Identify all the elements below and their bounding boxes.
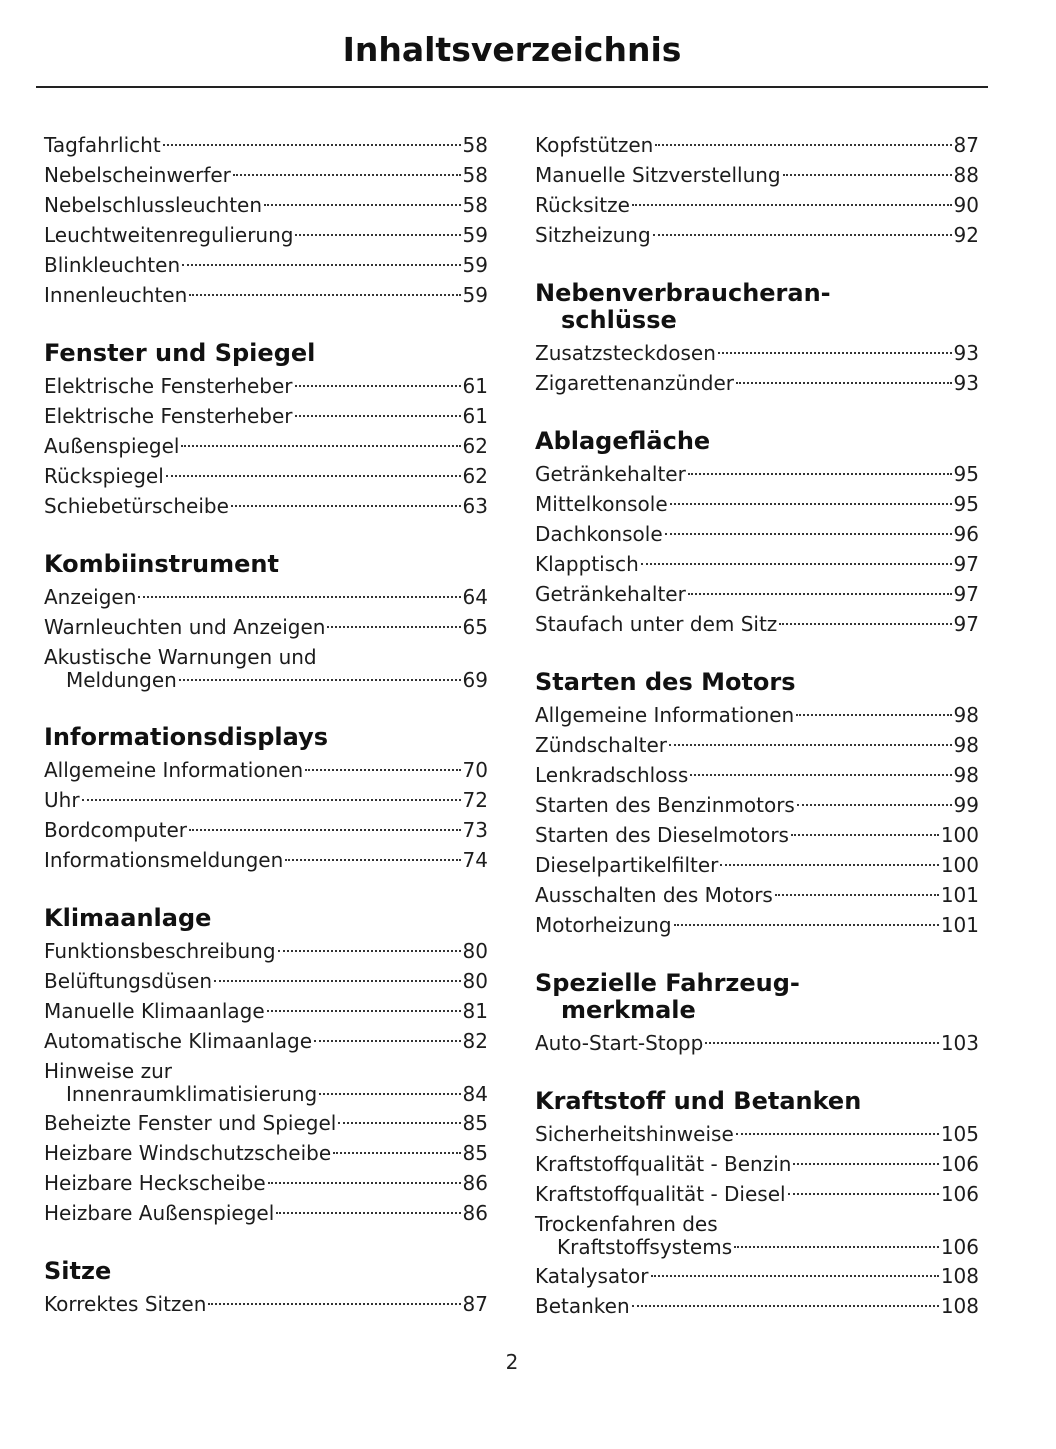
toc-entry-label: Starten des Dieselmotors: [535, 823, 789, 847]
toc-entry-label: Manuelle Klimaanlage: [44, 999, 265, 1023]
toc-entry-page: 101: [940, 883, 979, 907]
toc-entry-label: Kraftstoffqualität - Benzin: [535, 1152, 792, 1176]
dot-leader: [278, 950, 461, 952]
toc-entry[interactable]: [44, 612, 488, 642]
section-heading-ablage: Ablagefläche: [535, 427, 711, 455]
toc-entry[interactable]: [535, 1028, 979, 1058]
toc-entry-label: Belüftungsdüsen: [44, 969, 213, 993]
toc-entry-page: 62: [462, 434, 488, 458]
toc-entry[interactable]: [535, 880, 979, 910]
toc-entry-label: Nebelscheinwerfer: [44, 163, 231, 187]
toc-entry-label: Zigarettenanzünder: [535, 371, 734, 395]
toc-entry[interactable]: [44, 190, 488, 220]
toc-entry-label: Dieselpartikelfilter: [535, 853, 719, 877]
toc-group-kombi: [44, 582, 488, 642]
toc-entry[interactable]: [535, 130, 979, 160]
dot-leader: [641, 563, 952, 565]
dot-leader: [783, 174, 952, 176]
toc-entry-label: Katalysator: [535, 1264, 649, 1288]
toc-entry[interactable]: [44, 1168, 488, 1198]
toc-entry-page: 93: [953, 341, 979, 365]
toc-entry[interactable]: [535, 760, 979, 790]
dot-leader: [285, 859, 460, 861]
toc-right-column: [535, 130, 979, 1321]
toc-entry-label: Anzeigen: [44, 585, 137, 609]
toc-left-column: [44, 130, 488, 1319]
dot-leader: [796, 714, 951, 716]
toc-entry-multiline[interactable]: [535, 1209, 979, 1261]
toc-entry[interactable]: [535, 820, 979, 850]
toc-entry-label: Korrektes Sitzen: [44, 1292, 207, 1316]
dot-leader: [305, 769, 460, 771]
toc-entry-label: Sitzheizung: [535, 223, 651, 247]
toc-group-ablage: [535, 459, 979, 639]
toc-entry[interactable]: [535, 220, 979, 250]
toc-entry[interactable]: [535, 910, 979, 940]
toc-entry[interactable]: [44, 582, 488, 612]
section-heading-kraft: Kraftstoff und Betanken: [535, 1087, 862, 1115]
toc-entry-label: Zusatzsteckdosen: [535, 341, 716, 365]
dot-leader: [632, 1305, 939, 1307]
toc-entry[interactable]: [44, 491, 488, 521]
toc-entry-page: 81: [462, 999, 488, 1023]
toc-entry-page: 62: [462, 464, 488, 488]
toc-entry-label: Kraftstoffqualität - Diesel: [535, 1182, 786, 1206]
dot-leader: [705, 1042, 939, 1044]
dot-leader: [779, 623, 951, 625]
toc-entry-label-line1: Akustische Warnungen und: [44, 645, 317, 669]
toc-entry-page: 58: [462, 193, 488, 217]
dot-leader: [736, 382, 952, 384]
toc-entry-page: 101: [940, 913, 979, 937]
toc-entry-page: 98: [953, 733, 979, 757]
toc-entry[interactable]: [44, 160, 488, 190]
toc-entry-label: Dachkonsole: [535, 522, 663, 546]
toc-entry-label-line2: Innenraumklimatisierung: [66, 1082, 318, 1106]
toc-entry-page: 61: [462, 374, 488, 398]
toc-entry-page: 80: [462, 939, 488, 963]
toc-entry-label: Bordcomputer: [44, 818, 187, 842]
dot-leader: [182, 264, 460, 266]
toc-entry-page: 58: [462, 133, 488, 157]
toc-group-kraft: [535, 1119, 979, 1209]
section-heading-fenster: Fenster und Spiegel: [44, 339, 316, 367]
dot-leader: [670, 503, 952, 505]
dot-leader: [233, 174, 461, 176]
toc-group-fenster: [44, 371, 488, 521]
toc-entry[interactable]: [535, 190, 979, 220]
toc-entry-page: 97: [953, 582, 979, 606]
dot-leader: [688, 593, 952, 595]
dot-leader: [264, 204, 461, 206]
toc-entry-label: Mittelkonsole: [535, 492, 668, 516]
toc-entry[interactable]: [44, 1108, 488, 1138]
toc-entry-page: 98: [953, 703, 979, 727]
toc-entry-page: 97: [953, 552, 979, 576]
toc-group-spezial: [535, 1028, 979, 1058]
dot-leader: [632, 204, 952, 206]
toc-entry[interactable]: [44, 401, 488, 431]
toc-entry-page: 65: [462, 615, 488, 639]
toc-entry[interactable]: [44, 431, 488, 461]
dot-leader: [189, 829, 461, 831]
toc-entry[interactable]: [44, 280, 488, 310]
toc-entry[interactable]: [44, 936, 488, 966]
toc-entry-label: Außenspiegel: [44, 434, 180, 458]
toc-entry-page: 88: [953, 163, 979, 187]
toc-entry-page: 95: [953, 462, 979, 486]
toc-entry-label: Lenkradschloss: [535, 763, 689, 787]
toc-entry[interactable]: [535, 730, 979, 760]
toc-group-motor: [535, 700, 979, 940]
toc-entry-page: 59: [462, 223, 488, 247]
toc-entry-page: 93: [953, 371, 979, 395]
toc-entry-page: 86: [462, 1201, 488, 1225]
toc-entry-page: 106: [940, 1152, 979, 1176]
toc-entry[interactable]: [535, 368, 979, 398]
dot-leader: [736, 1133, 939, 1135]
toc-entry[interactable]: [44, 1138, 488, 1168]
section-heading-kombi: Kombiinstrument: [44, 550, 279, 578]
dot-leader: [718, 352, 952, 354]
dot-leader: [327, 626, 460, 628]
toc-entry-label: Ausschalten des Motors: [535, 883, 773, 907]
title-divider: [36, 86, 988, 88]
toc-entry-page: 108: [940, 1264, 979, 1288]
toc-group-neben: [535, 338, 979, 398]
toc-entry[interactable]: [44, 755, 488, 785]
dot-leader: [82, 799, 461, 801]
dot-leader: [653, 234, 952, 236]
toc-entry-label: Uhr: [44, 788, 80, 812]
dot-leader: [163, 144, 461, 146]
toc-entry[interactable]: [535, 338, 979, 368]
toc-group-info: [44, 755, 488, 875]
toc-entry[interactable]: [44, 1198, 488, 1228]
toc-entry[interactable]: [44, 1289, 488, 1319]
toc-entry-label: Klapptisch: [535, 552, 639, 576]
toc-entry-page: 106: [940, 1235, 979, 1259]
toc-entry-label: Beheizte Fenster und Spiegel: [44, 1111, 337, 1135]
toc-entry-page: 100: [940, 823, 979, 847]
dot-leader: [208, 1303, 460, 1305]
toc-entry-label: Zündschalter: [535, 733, 668, 757]
toc-entry-page: 87: [462, 1292, 488, 1316]
dot-leader: [734, 1246, 939, 1248]
toc-entry-label: Getränkehalter: [535, 582, 686, 606]
toc-entry-label: Warnleuchten und Anzeigen: [44, 615, 326, 639]
dot-leader: [276, 1212, 460, 1214]
page-title: Inhaltsverzeichnis: [342, 30, 682, 69]
dot-leader: [267, 1010, 461, 1012]
toc-group-kraft-2: [535, 1261, 979, 1321]
toc-entry-label: Tagfahrlicht: [44, 133, 161, 157]
toc-entry-page: 100: [940, 853, 979, 877]
toc-entry-page: 70: [462, 758, 488, 782]
section-heading-motor: Starten des Motors: [535, 668, 796, 696]
section-heading-spezial: [535, 970, 979, 1024]
toc-entry-label: Innenleuchten: [44, 283, 188, 307]
toc-entry[interactable]: [535, 1119, 979, 1149]
toc-entry-page: 106: [940, 1182, 979, 1206]
toc-entry-page: 61: [462, 404, 488, 428]
toc-entry[interactable]: [535, 700, 979, 730]
toc-entry-label: Informationsmeldungen: [44, 848, 284, 872]
toc-entry-label: Allgemeine Informationen: [535, 703, 795, 727]
toc-entry-label: Automatische Klimaanlage: [44, 1029, 313, 1053]
toc-entry-page: 97: [953, 612, 979, 636]
toc-entry-label: Leuchtweitenregulierung: [44, 223, 294, 247]
toc-entry-page: 74: [462, 848, 488, 872]
toc-entry-page: 105: [940, 1122, 979, 1146]
toc-entry-page: 58: [462, 163, 488, 187]
toc-entry-page: 82: [462, 1029, 488, 1053]
toc-entry-page: 59: [462, 283, 488, 307]
toc-entry-page: 98: [953, 763, 979, 787]
toc-entry[interactable]: [535, 549, 979, 579]
dot-leader: [674, 924, 939, 926]
toc-entry[interactable]: [44, 966, 488, 996]
section-heading-info: Informationsdisplays: [44, 723, 329, 751]
toc-entry-label-line2: Kraftstoffsystems: [557, 1235, 733, 1259]
toc-entry-label: Betanken: [535, 1294, 630, 1318]
dot-leader: [166, 475, 461, 477]
toc-entry[interactable]: [535, 1261, 979, 1291]
dot-leader: [138, 596, 460, 598]
toc-entry-label: Schiebetürscheibe: [44, 494, 229, 518]
dot-leader: [690, 774, 951, 776]
toc-entry[interactable]: [44, 996, 488, 1026]
section-heading-line2: merkmale: [561, 996, 696, 1024]
toc-entry-label: Auto-Start-Stopp: [535, 1031, 704, 1055]
toc-entry-page: 87: [953, 133, 979, 157]
dot-leader: [651, 1275, 939, 1277]
toc-entry-label: Elektrische Fensterheber: [44, 374, 293, 398]
toc-entry[interactable]: [44, 130, 488, 160]
toc-entry-label: Starten des Benzinmotors: [535, 793, 795, 817]
toc-entry[interactable]: [535, 519, 979, 549]
toc-entry-page: 73: [462, 818, 488, 842]
toc-entry-label-line1: Trockenfahren des: [535, 1212, 718, 1236]
dot-leader: [295, 415, 461, 417]
toc-entry-page: 103: [940, 1031, 979, 1055]
toc-entry-label: Funktionsbeschreibung: [44, 939, 276, 963]
toc-entry-label: Rücksitze: [535, 193, 630, 217]
toc-entry-page: 99: [953, 793, 979, 817]
toc-entry[interactable]: [535, 489, 979, 519]
toc-entry-page: 92: [953, 223, 979, 247]
dot-leader: [333, 1152, 460, 1154]
toc-entry-page: 86: [462, 1171, 488, 1195]
toc-entry[interactable]: [535, 1179, 979, 1209]
toc-entry-label: Staufach unter dem Sitz: [535, 612, 778, 636]
dot-leader: [181, 445, 460, 447]
toc-entry[interactable]: [44, 371, 488, 401]
dot-leader: [793, 1163, 938, 1165]
toc-entry-page: 96: [953, 522, 979, 546]
section-heading-line1: Nebenverbraucheran-: [535, 279, 831, 307]
dot-leader: [314, 1040, 461, 1042]
toc-entry[interactable]: [44, 250, 488, 280]
dot-leader: [319, 1093, 460, 1095]
toc-entry-label: Heizbare Außenspiegel: [44, 1201, 275, 1225]
toc-entry[interactable]: [44, 461, 488, 491]
toc-entry[interactable]: [535, 160, 979, 190]
toc-entry-page: 95: [953, 492, 979, 516]
toc-entry-page: 90: [953, 193, 979, 217]
toc-entry-label: Manuelle Sitzverstellung: [535, 163, 781, 187]
toc-entry-page: 72: [462, 788, 488, 812]
toc-entry[interactable]: [535, 609, 979, 639]
toc-entry[interactable]: [535, 459, 979, 489]
toc-entry-label: Rückspiegel: [44, 464, 164, 488]
toc-entry-label: Elektrische Fensterheber: [44, 404, 293, 428]
toc-group-klima: [44, 936, 488, 1056]
toc-entry-label: Sicherheitshinweise: [535, 1122, 734, 1146]
dot-leader: [775, 894, 939, 896]
toc-entry-multiline[interactable]: [44, 1056, 488, 1108]
toc-entry-page: 64: [462, 585, 488, 609]
toc-entry-label: Heizbare Windschutzscheibe: [44, 1141, 332, 1165]
toc-entry-page: 63: [462, 494, 488, 518]
toc-entry[interactable]: [44, 845, 488, 875]
dot-leader: [665, 533, 952, 535]
dot-leader: [179, 679, 461, 681]
page-number: 2: [505, 1350, 519, 1374]
toc-entry-label: Nebelschlussleuchten: [44, 193, 263, 217]
toc-entry-page: 69: [462, 668, 488, 692]
toc-entry[interactable]: [44, 785, 488, 815]
section-heading-neben: [535, 280, 979, 334]
toc-entry-page: 85: [462, 1111, 488, 1135]
section-heading-line2: schlüsse: [561, 306, 677, 334]
toc-entry-page: 80: [462, 969, 488, 993]
toc-entry[interactable]: [44, 1026, 488, 1056]
toc-entry-label-line2: Meldungen: [66, 668, 177, 692]
toc-group-intro-left: [44, 130, 488, 310]
toc-entry-page: 85: [462, 1141, 488, 1165]
section-heading-sitze: Sitze: [44, 1257, 112, 1285]
toc-entry-label: Kopfstützen: [535, 133, 654, 157]
dot-leader: [338, 1122, 460, 1124]
toc-entry-label: Allgemeine Informationen: [44, 758, 304, 782]
toc-group-klima-2: [44, 1108, 488, 1228]
dot-leader: [231, 505, 461, 507]
dot-leader: [688, 473, 952, 475]
dot-leader: [189, 294, 460, 296]
dot-leader: [720, 864, 938, 866]
toc-entry-multiline[interactable]: [44, 642, 488, 694]
toc-entry-label: Heizbare Heckscheibe: [44, 1171, 266, 1195]
toc-entry-label: Blinkleuchten: [44, 253, 181, 277]
toc-entry-label-line1: Hinweise zur: [44, 1059, 172, 1083]
toc-entry[interactable]: [535, 790, 979, 820]
toc-group-intro-right: [535, 130, 979, 250]
toc-entry[interactable]: [44, 220, 488, 250]
toc-entry-label: Getränkehalter: [535, 462, 686, 486]
dot-leader: [797, 804, 952, 806]
toc-entry-page: 59: [462, 253, 488, 277]
toc-entry-page: 84: [462, 1082, 488, 1106]
dot-leader: [295, 234, 460, 236]
toc-entry[interactable]: [535, 1149, 979, 1179]
toc-entry[interactable]: [44, 815, 488, 845]
toc-entry[interactable]: [535, 1291, 979, 1321]
section-heading-klima: Klimaanlage: [44, 904, 212, 932]
dot-leader: [788, 1193, 939, 1195]
section-heading-line1: Spezielle Fahrzeug-: [535, 969, 800, 997]
dot-leader: [791, 834, 939, 836]
dot-leader: [655, 144, 951, 146]
toc-entry[interactable]: [535, 850, 979, 880]
dot-leader: [268, 1182, 461, 1184]
toc-entry[interactable]: [535, 579, 979, 609]
toc-group-sitze: [44, 1289, 488, 1319]
dot-leader: [295, 385, 461, 387]
dot-leader: [669, 744, 952, 746]
toc-entry-page: 108: [940, 1294, 979, 1318]
dot-leader: [214, 980, 461, 982]
toc-entry-label: Motorheizung: [535, 913, 672, 937]
